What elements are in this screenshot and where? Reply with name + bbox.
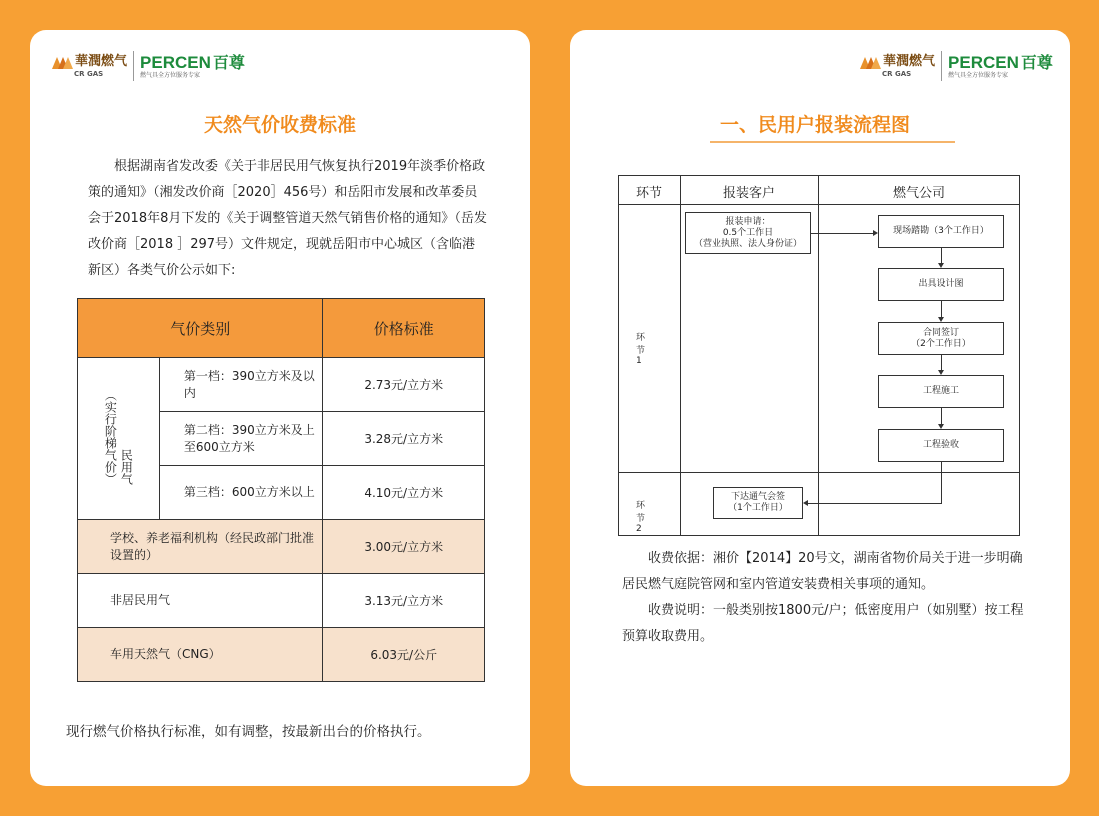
gas-box	[713, 487, 803, 519]
table-row	[78, 520, 485, 574]
table-row	[78, 574, 485, 628]
tier-price: 3.28元/立方米	[323, 412, 485, 466]
connector-line	[941, 355, 942, 371]
connector-line	[941, 462, 942, 504]
page-title: 一、民用户报装流程图	[720, 114, 911, 136]
apply-box	[685, 212, 811, 254]
header-price: 价格标准	[323, 299, 485, 358]
connector-line	[941, 248, 942, 264]
column-divider	[680, 175, 681, 536]
crgas-logo	[52, 55, 127, 78]
apply-line: 报装申请：	[725, 216, 771, 227]
connector-line	[808, 503, 942, 504]
construction-box: 工程施工	[878, 375, 1004, 408]
contract-box	[878, 322, 1004, 355]
arrow-left-icon	[803, 500, 808, 506]
design-box: 出具设计图	[878, 268, 1004, 301]
logo-divider	[941, 51, 942, 81]
acceptance-box: 工程验收	[878, 429, 1004, 462]
apply-line: 0.5个工作日	[722, 227, 774, 238]
category-label: 车用天然气（CNG）	[78, 628, 323, 682]
tier-label: 第三档：600立方米以上	[159, 466, 323, 520]
percen-slogan: 燃气具全方位服务专家	[140, 71, 201, 79]
category-price: 3.13元/立方米	[323, 574, 485, 628]
table-row	[78, 358, 485, 412]
right-page	[570, 30, 1070, 786]
gas-line: 下达通气会签	[730, 492, 785, 502]
table-row	[78, 628, 485, 682]
crgas-cn-text: 華潤燃气	[883, 54, 936, 69]
category-price: 3.00元/立方米	[323, 520, 485, 574]
page-title: 天然气价收费标准	[203, 114, 356, 136]
category-price: 6.03元/公斤	[323, 628, 485, 682]
col-stage: 环节	[635, 186, 662, 201]
connector-line	[941, 301, 942, 318]
crgas-logo	[860, 55, 935, 78]
stage-divider	[618, 472, 1020, 473]
connector-line	[941, 408, 942, 425]
connector-line	[811, 233, 873, 234]
percen-logo	[140, 54, 245, 79]
tier-label: 第一档：390立方米及以内	[159, 358, 323, 412]
percen-cn-text: 百尊	[1020, 52, 1053, 72]
residential-label: 民用气	[119, 449, 134, 485]
percen-en-text: PERCEN	[948, 52, 1019, 72]
footnote: 现行燃气价格执行标准，如有调整，按最新出台的价格执行。	[66, 724, 431, 740]
header-divider	[618, 204, 1020, 205]
crgas-en-text: CR GAS	[882, 69, 912, 78]
percen-en-text: PERCEN	[140, 52, 211, 72]
crgas-cn-text: 華潤燃气	[75, 54, 128, 69]
crgas-en-text: CR GAS	[74, 69, 104, 78]
survey-box: 现场踏勘（3个工作日）	[878, 215, 1004, 248]
tier-price: 2.73元/立方米	[323, 358, 485, 412]
gas-line: （1个工作日）	[728, 503, 788, 513]
apply-line: （营业执照、法人身份证）	[693, 238, 802, 249]
percen-slogan: 燃气具全方位服务专家	[948, 71, 1009, 79]
col-customer: 报装客户	[722, 186, 775, 201]
intro-paragraph: 根据湖南省发改委《关于非居民用气恢复执行2019年淡季价格政策的通知》（湘发改价商［2020］456号）和岳阳市发展和改革委员会于2018年8月下发的《关于调整管道天然气销售价格的通知》（岳发改价商［2018 ］297号）文件规定，现就岳阳市中心城区（含临港新区）各类气价公示如下:	[88, 159, 487, 278]
header-category: 气价类别	[78, 299, 323, 358]
category-label: 非居民用气	[78, 574, 323, 628]
contract-line: 合同签订	[922, 327, 959, 338]
col-company: 燃气公司	[892, 186, 945, 201]
fee-description: 收费说明：一般类别按1800元/户；低密度用户（如别墅）按工程预算收取费用。	[622, 603, 1024, 644]
category-label: 学校、养老福利机构（经民政部门批准设置的）	[78, 520, 323, 574]
stage-1-label: 环节1	[636, 333, 646, 366]
brand-logo	[52, 48, 245, 84]
price-table	[77, 298, 485, 682]
fee-notes	[622, 546, 1027, 650]
left-page	[30, 30, 530, 786]
residential-cell	[78, 358, 160, 520]
tier-label: 第二档：390立方米及上至600立方米	[159, 412, 323, 466]
crgas-mountain-icon	[860, 55, 880, 69]
column-divider	[818, 175, 819, 536]
contract-line: （2个工作日）	[911, 338, 971, 349]
residential-sub: （实行阶梯气价）	[103, 389, 118, 485]
percen-logo	[948, 54, 1053, 79]
stage-2-label: 环节2	[636, 501, 646, 534]
title-underline	[710, 141, 955, 143]
tier-price: 4.10元/立方米	[323, 466, 485, 520]
brand-logo	[860, 48, 1053, 84]
percen-cn-text: 百尊	[212, 52, 245, 72]
fee-basis: 收费依据：湘价【2014】20号文，湖南省物价局关于进一步明确居民燃气庭院管网和室内管道安装费相关事项的通知。	[622, 551, 1023, 592]
logo-divider	[133, 51, 134, 81]
crgas-mountain-icon	[52, 55, 72, 69]
